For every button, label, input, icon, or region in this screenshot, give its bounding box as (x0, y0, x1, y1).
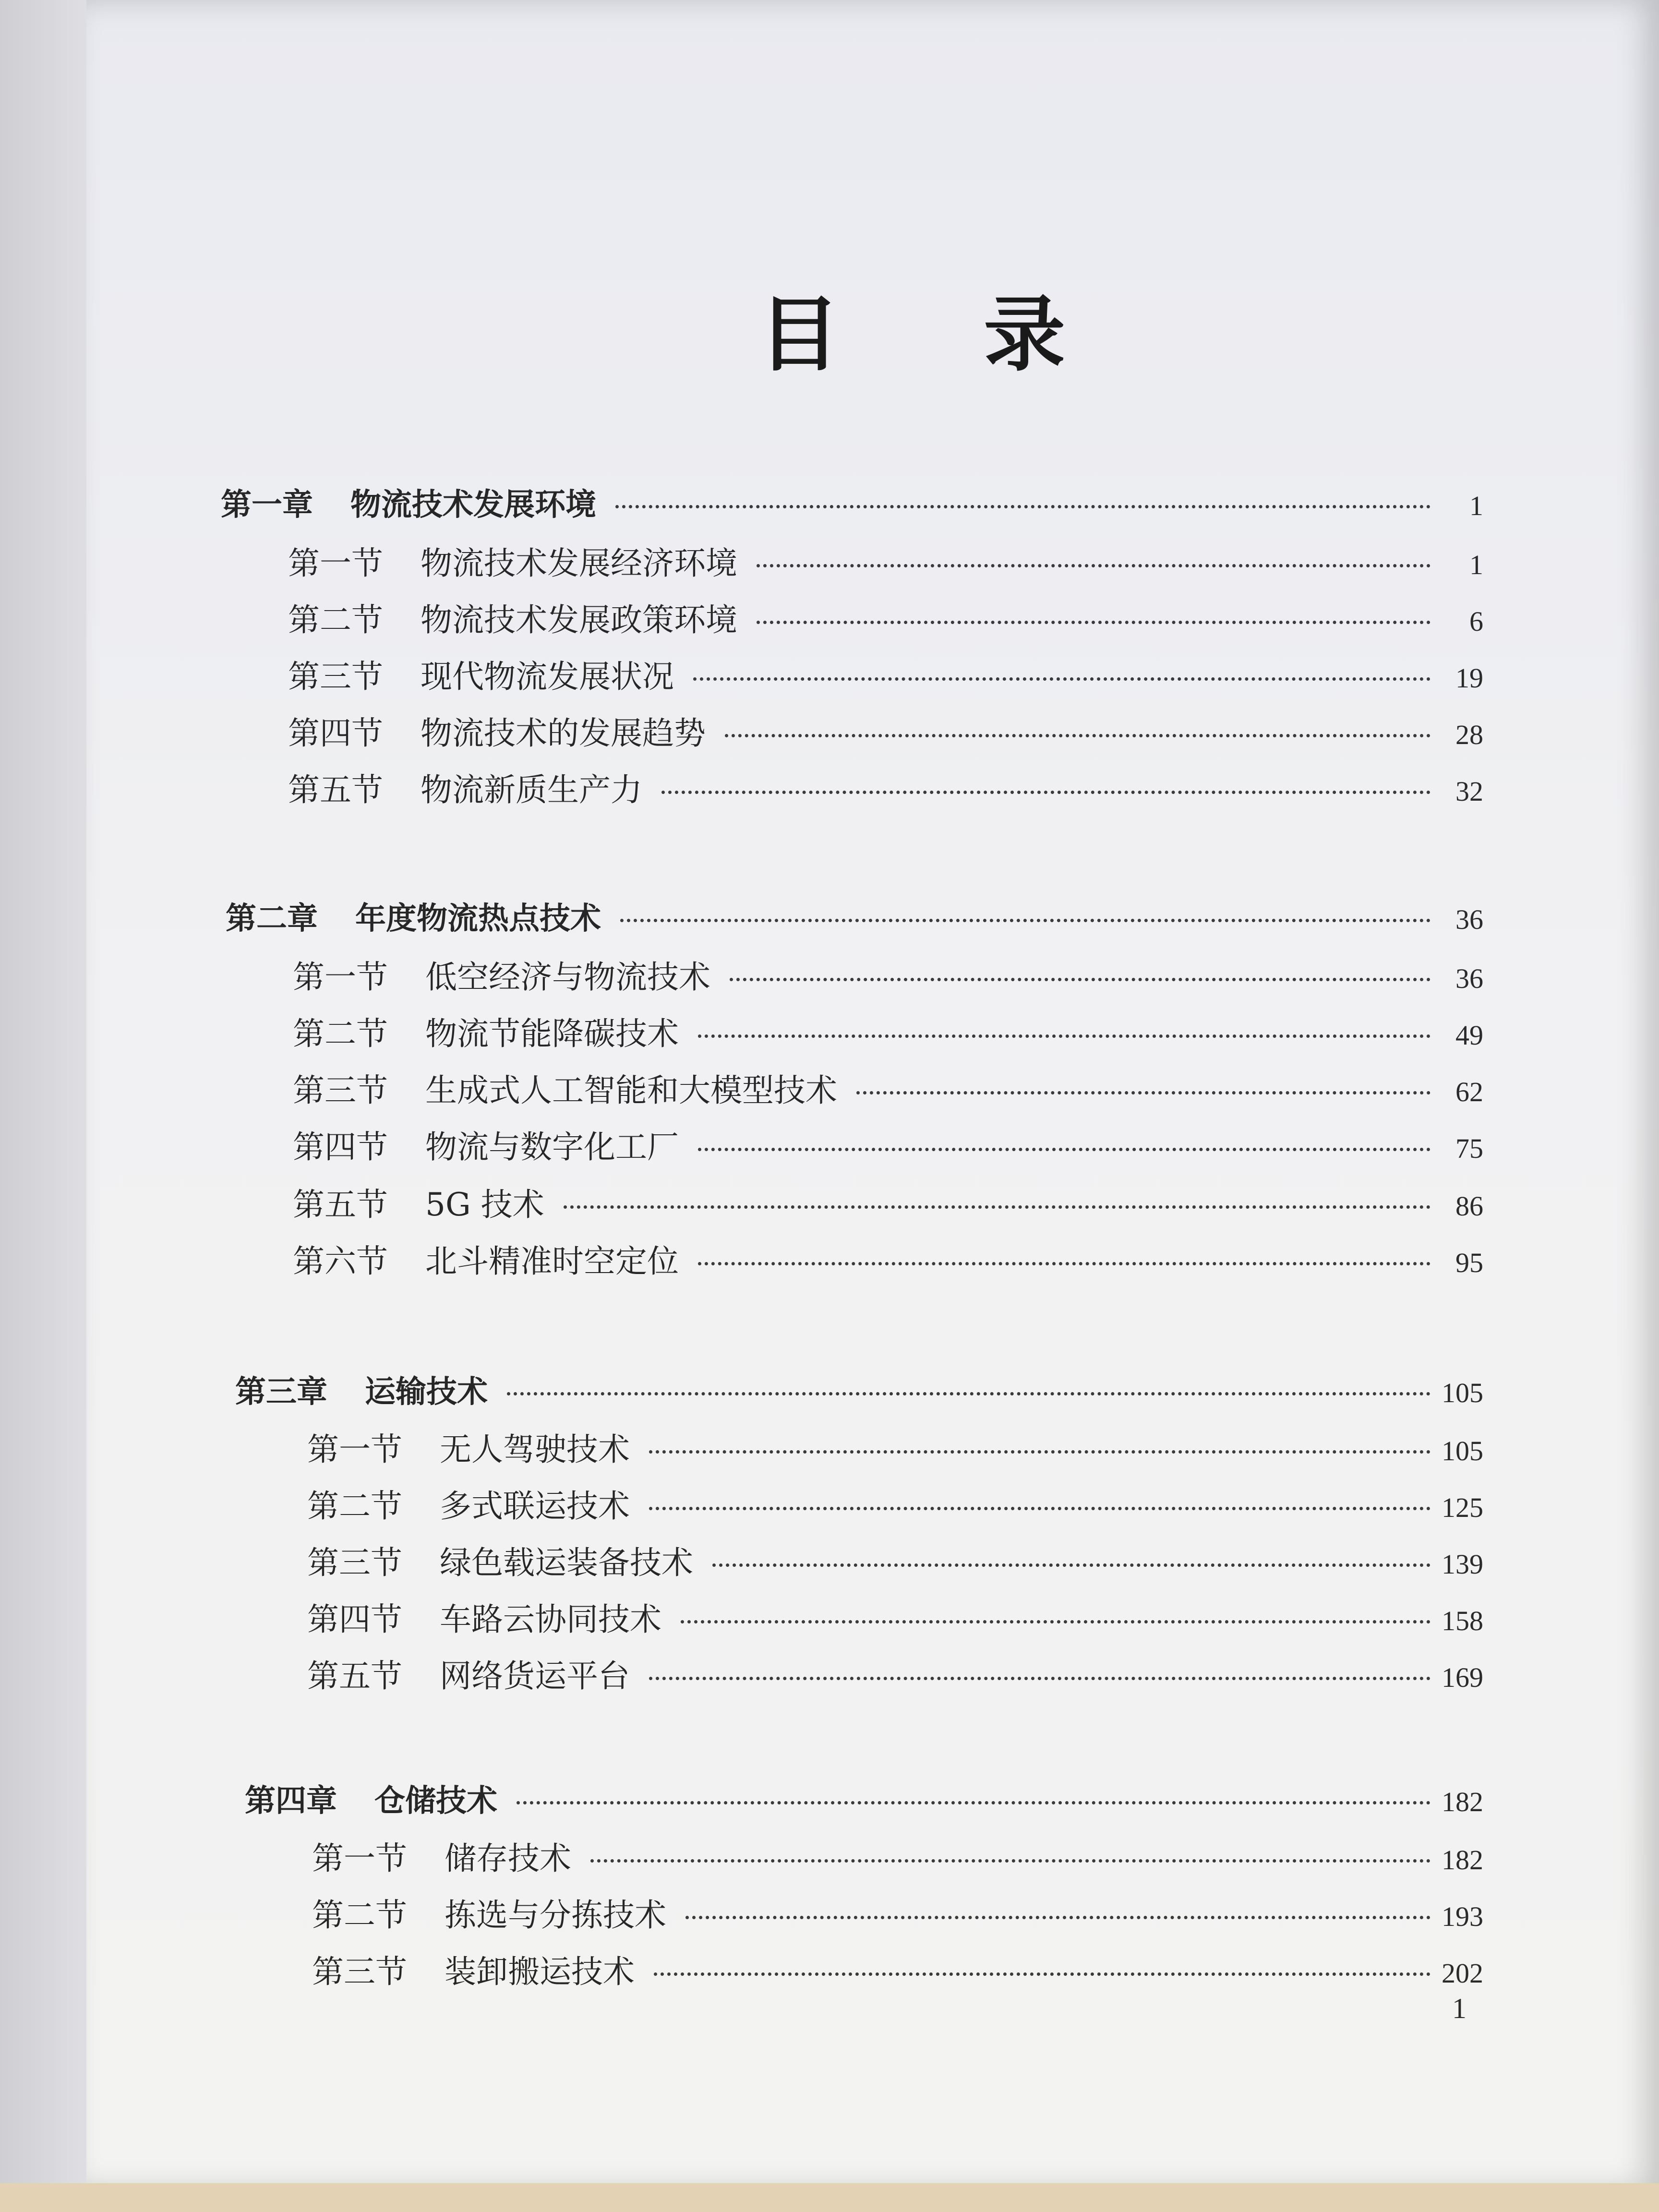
toc-entry-page-number: 36 (1455, 963, 1483, 994)
dot-leader (507, 1392, 1431, 1395)
toc-entry-page-number: 1 (1469, 490, 1483, 521)
toc-section-entry (293, 1008, 1483, 1054)
toc-entry-label: 第二节 (293, 1015, 388, 1052)
toc-entry-page-number: 169 (1442, 1662, 1483, 1693)
dot-leader (649, 1507, 1431, 1510)
toc-entry-label: 第三节 (307, 1544, 402, 1581)
toc-entry-page-number: 28 (1455, 719, 1483, 750)
toc-entry-page-number: 75 (1455, 1133, 1483, 1164)
toc-entry-title: 多式联运技术 (440, 1488, 630, 1525)
dot-leader (698, 1148, 1431, 1151)
toc-entry-title: 北斗精准时空定位 (425, 1243, 679, 1280)
toc-entry-title: 网络货运平台 (440, 1658, 630, 1695)
dot-leader (730, 978, 1431, 981)
dot-leader (590, 1859, 1431, 1863)
toc-entry-title: 低空经济与物流技术 (425, 959, 710, 996)
dot-leader (725, 734, 1431, 737)
toc-section-entry (312, 1833, 1483, 1878)
dot-leader (698, 1262, 1431, 1265)
dot-leader (517, 1801, 1431, 1804)
toc-entry-title: 物流节能降碳技术 (425, 1015, 679, 1052)
toc-entry-page-number: 62 (1455, 1076, 1483, 1107)
toc-entry-title: 生成式人工智能和大模型技术 (425, 1072, 837, 1109)
toc-entry-label: 第三节 (288, 658, 383, 695)
toc-chapter-entry (221, 480, 1483, 524)
toc-entry-page-number: 95 (1455, 1247, 1483, 1278)
toc-section-entry (307, 1650, 1483, 1696)
dot-leader (564, 1205, 1431, 1209)
dot-leader (661, 791, 1431, 794)
toc-entry-title: 物流与数字化工厂 (425, 1129, 679, 1166)
dot-leader (693, 677, 1431, 681)
toc-section-entry (312, 1946, 1483, 1992)
toc-entry-label: 第四章 (245, 1783, 337, 1819)
dot-leader (615, 505, 1431, 508)
dot-leader (654, 1972, 1431, 1976)
toc-entry-page-number: 139 (1442, 1549, 1483, 1580)
toc-entry-page-number: 32 (1455, 776, 1483, 807)
toc-entry-page-number: 105 (1442, 1377, 1483, 1408)
toc-entry-label: 第一章 (221, 487, 313, 523)
toc-entry-page-number: 182 (1442, 1844, 1483, 1875)
toc-entry-label: 第四节 (288, 715, 383, 752)
toc-entry-label: 第六节 (293, 1243, 388, 1280)
toc-section-entry (288, 594, 1483, 640)
toc-entry-page-number: 202 (1442, 1958, 1483, 1989)
toc-section-entry (307, 1594, 1483, 1639)
desk-surface (0, 2183, 1659, 2212)
toc-chapter-entry (226, 894, 1483, 938)
toc-entry-title: 仓储技术 (374, 1783, 497, 1819)
toc-entry-page-number: 49 (1455, 1020, 1483, 1051)
toc-entry-page-number: 158 (1442, 1605, 1483, 1636)
toc-entry-title: 物流技术发展政策环境 (421, 601, 737, 638)
toc-entry-page-number: 1 (1469, 549, 1483, 580)
toc-entry-title: 5G 技术 (425, 1186, 544, 1223)
toc-entry-title: 运输技术 (365, 1374, 488, 1410)
toc-chapter-entry (245, 1776, 1483, 1820)
toc-section-entry (293, 1179, 1483, 1225)
toc-entry-label: 第三章 (235, 1374, 327, 1410)
dot-leader (681, 1620, 1431, 1623)
toc-entry-label: 第一节 (312, 1840, 407, 1877)
toc-entry-title: 物流技术的发展趋势 (421, 715, 706, 752)
toc-entry-label: 第二节 (312, 1897, 407, 1934)
toc-entry-title: 物流技术发展经济环境 (421, 545, 737, 582)
toc-section-entry (288, 708, 1483, 753)
toc-entry-label: 第二节 (307, 1488, 402, 1525)
toc-section-entry (288, 764, 1483, 810)
toc-entry-page-number: 182 (1442, 1786, 1483, 1817)
toc-section-entry (293, 1236, 1483, 1281)
dot-leader (757, 621, 1431, 624)
toc-section-entry (293, 1121, 1483, 1167)
toc-entry-title: 储存技术 (445, 1840, 571, 1877)
toc-section-entry (307, 1537, 1483, 1583)
toc-entry-label: 第五节 (293, 1186, 388, 1223)
toc-entry-label: 第一节 (293, 959, 388, 996)
toc-section-entry (288, 651, 1483, 697)
toc-entry-page-number: 19 (1455, 662, 1483, 694)
toc-entry-label: 第四节 (307, 1601, 402, 1638)
toc-entry-title: 拣选与分拣技术 (445, 1897, 666, 1934)
dot-leader (698, 1034, 1431, 1038)
dot-leader (620, 919, 1431, 922)
toc-entry-title: 装卸搬运技术 (445, 1953, 635, 1990)
toc-entry-title: 现代物流发展状况 (421, 658, 674, 695)
page-title: 目 录 (758, 287, 1123, 383)
toc-entry-page-number: 36 (1455, 904, 1483, 935)
toc-section-entry (288, 538, 1483, 583)
toc-entry-label: 第一节 (307, 1431, 402, 1468)
toc-entry-title: 物流新质生产力 (421, 771, 642, 808)
toc-entry-page-number: 125 (1442, 1492, 1483, 1523)
dot-leader (649, 1677, 1431, 1680)
toc-section-entry (293, 951, 1483, 997)
toc-entry-page-number: 105 (1442, 1435, 1483, 1467)
toc-entry-title: 绿色载运装备技术 (440, 1544, 693, 1581)
page-number: 1 (1452, 1993, 1467, 2024)
dot-leader (712, 1563, 1431, 1567)
toc-section-entry (293, 1065, 1483, 1110)
toc-entry-title: 物流技术发展环境 (350, 487, 596, 523)
toc-entry-page-number: 193 (1442, 1901, 1483, 1932)
dot-leader (685, 1916, 1431, 1919)
toc-section-entry (307, 1424, 1483, 1469)
toc-entry-label: 第二章 (226, 901, 318, 937)
toc-entry-label: 第三节 (293, 1072, 388, 1109)
toc-chapter-entry (235, 1367, 1483, 1411)
toc-entry-label: 第二节 (288, 601, 383, 638)
toc-entry-label: 第一节 (288, 545, 383, 582)
dot-leader (649, 1450, 1431, 1454)
toc-entry-page-number: 86 (1455, 1190, 1483, 1222)
toc-section-entry (312, 1889, 1483, 1935)
toc-entry-title: 车路云协同技术 (440, 1601, 661, 1638)
toc-section-entry (307, 1480, 1483, 1526)
dot-leader (856, 1091, 1431, 1094)
toc-entry-page-number: 6 (1469, 606, 1483, 637)
toc-entry-label: 第四节 (293, 1129, 388, 1166)
toc-entry-label: 第五节 (307, 1658, 402, 1695)
dot-leader (757, 564, 1431, 567)
toc-entry-label: 第三节 (312, 1953, 407, 1990)
toc-entry-label: 第五节 (288, 771, 383, 808)
toc-entry-title: 无人驾驶技术 (440, 1431, 630, 1468)
toc-entry-title: 年度物流热点技术 (355, 901, 601, 937)
